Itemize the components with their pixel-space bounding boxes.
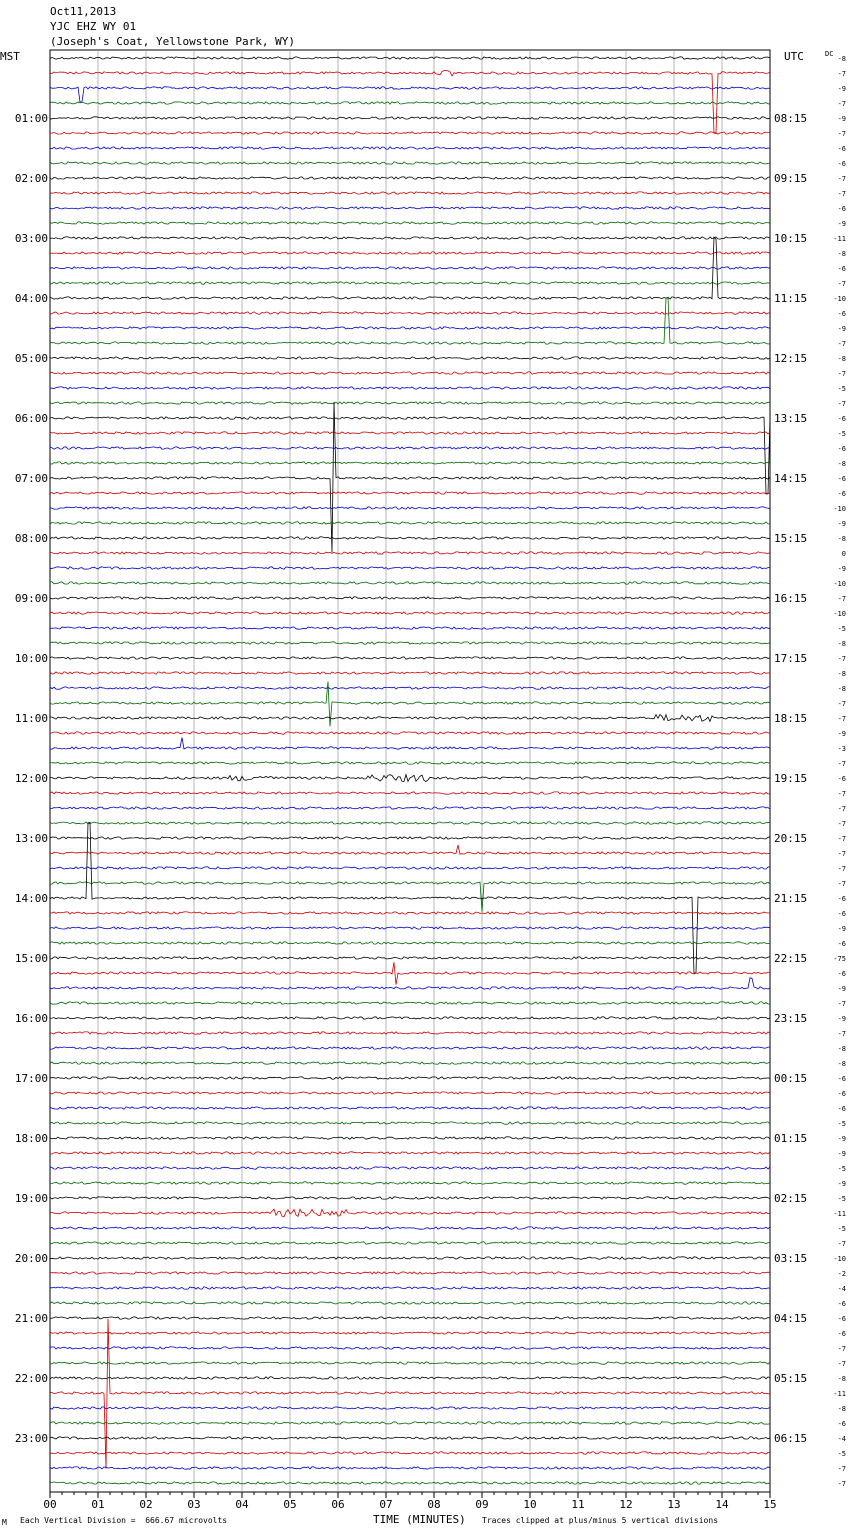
hour-label-right: 11:15 — [774, 292, 808, 305]
trace-line — [50, 1467, 770, 1469]
x-tick-label: 10 — [523, 1498, 537, 1511]
trace-line — [50, 372, 770, 374]
hour-label-right: 21:15 — [774, 892, 808, 905]
dc-offset-label: -7 — [837, 880, 846, 888]
dc-offset-label: -10 — [833, 295, 846, 303]
dc-offset-label: -7 — [837, 130, 846, 138]
right-timezone-label: UTC — [784, 50, 804, 63]
dc-offset-label: -7 — [837, 655, 846, 663]
scale-note: Each Vertical Division = 666.67 microvolts — [20, 1516, 228, 1525]
trace-line — [50, 402, 770, 404]
dc-offset-label: -6 — [837, 415, 846, 423]
dc-offset-label: -9 — [837, 1015, 846, 1023]
dc-offset-label: -8 — [837, 640, 846, 648]
trace-line — [50, 177, 770, 179]
trace-line — [50, 1482, 770, 1484]
hour-label-left: 21:00 — [14, 1312, 48, 1325]
trace-line — [50, 1167, 770, 1169]
dc-offset-label: -7 — [837, 400, 846, 408]
dc-offset-label: -6 — [837, 1090, 846, 1098]
dc-offset-label: -6 — [837, 445, 846, 453]
hour-label-right: 04:15 — [774, 1312, 808, 1325]
dc-offset-label: -8 — [837, 460, 846, 468]
footer-mark: M — [2, 1518, 7, 1527]
trace-line — [50, 207, 770, 209]
trace-line — [50, 1287, 770, 1289]
dc-offset-label: -10 — [833, 580, 846, 588]
trace-line — [50, 537, 770, 539]
trace-line — [50, 912, 770, 914]
trace-line — [50, 132, 770, 134]
dc-offset-label: -2 — [837, 1270, 846, 1278]
trace-line — [50, 237, 770, 299]
trace-line — [50, 1047, 770, 1049]
dc-offset-label: -7 — [837, 790, 846, 798]
hour-label-left: 12:00 — [14, 772, 48, 785]
dc-offset-label: -8 — [837, 250, 846, 258]
x-tick-label: 11 — [571, 1498, 585, 1511]
dc-offset-label: -7 — [837, 850, 846, 858]
x-tick-label: 14 — [715, 1498, 729, 1511]
dc-label: DC — [825, 50, 834, 58]
dc-offset-label: -7 — [837, 1465, 846, 1473]
x-tick-label: 06 — [331, 1498, 345, 1511]
trace-line — [50, 1377, 770, 1379]
dc-offset-label: -6 — [837, 310, 846, 318]
hour-label-right: 05:15 — [774, 1372, 808, 1385]
trace-line — [50, 962, 770, 985]
dc-offset-label: -9 — [837, 115, 846, 123]
trace-line — [50, 252, 770, 254]
trace-line — [50, 1257, 770, 1259]
dc-offset-label: -10 — [833, 505, 846, 513]
hour-label-right: 12:15 — [774, 352, 808, 365]
hour-label-left: 19:00 — [14, 1192, 48, 1205]
hour-label-left: 01:00 — [14, 112, 48, 125]
dc-offset-label: -9 — [837, 925, 846, 933]
dc-offset-label: -9 — [837, 565, 846, 573]
plot-frame — [50, 50, 770, 1492]
dc-offset-label: -7 — [837, 340, 846, 348]
dc-offset-label: -8 — [837, 1375, 846, 1383]
dc-offset-label: -7 — [837, 805, 846, 813]
dc-offset-label: -6 — [837, 775, 846, 783]
x-tick-label: 13 — [667, 1498, 681, 1511]
dc-offset-label: -5 — [837, 385, 846, 393]
trace-line — [50, 1182, 770, 1184]
trace-line — [50, 627, 770, 629]
trace-line — [50, 462, 770, 464]
trace-line — [50, 102, 770, 104]
dc-offset-label: -6 — [837, 910, 846, 918]
plot-date: Oct11,2013 — [50, 5, 117, 18]
hour-label-right: 13:15 — [774, 412, 808, 425]
trace-line — [50, 312, 770, 314]
trace-line — [50, 822, 770, 973]
trace-line — [50, 1422, 770, 1424]
trace-line — [50, 1302, 770, 1304]
trace-line — [50, 222, 770, 224]
dc-offset-label: -9 — [837, 85, 846, 93]
hour-label-right: 00:15 — [774, 1072, 808, 1085]
dc-offset-label: -9 — [837, 985, 846, 993]
dc-offset-label: -6 — [837, 1105, 846, 1113]
trace-line — [50, 738, 770, 750]
dc-offset-label: -7 — [837, 700, 846, 708]
trace-line — [50, 162, 770, 164]
hour-label-right: 19:15 — [774, 772, 808, 785]
trace-line — [50, 1319, 770, 1469]
dc-offset-label: -7 — [837, 715, 846, 723]
hour-label-right: 02:15 — [774, 1192, 808, 1205]
trace-line — [50, 672, 770, 674]
dc-offset-label: -10 — [833, 610, 846, 618]
trace-line — [50, 417, 770, 494]
trace-line — [50, 1017, 770, 1019]
dc-offset-label: -7 — [837, 190, 846, 198]
hour-label-left: 16:00 — [14, 1012, 48, 1025]
trace-line — [50, 957, 770, 959]
dc-offset-label: -8 — [837, 670, 846, 678]
trace-line — [50, 978, 770, 989]
x-tick-label: 03 — [187, 1498, 201, 1511]
trace-line — [50, 1062, 770, 1064]
trace-line — [50, 715, 770, 722]
dc-offset-label: -6 — [837, 895, 846, 903]
x-tick-label: 00 — [43, 1498, 57, 1511]
trace-line — [50, 682, 770, 727]
dc-offset-label: -7 — [837, 595, 846, 603]
hour-label-right: 14:15 — [774, 472, 808, 485]
dc-offset-label: -7 — [837, 835, 846, 843]
dc-offset-label: -8 — [837, 1045, 846, 1053]
dc-offset-label: -8 — [837, 685, 846, 693]
dc-offset-label: -5 — [837, 1120, 846, 1128]
dc-offset-label: -6 — [837, 265, 846, 273]
trace-line — [50, 357, 770, 359]
hour-label-right: 17:15 — [774, 652, 808, 665]
dc-offset-label: -6 — [837, 1315, 846, 1323]
dc-offset-label: -7 — [837, 1000, 846, 1008]
trace-line — [50, 775, 770, 782]
hour-label-left: 22:00 — [14, 1372, 48, 1385]
location-label: (Joseph's Coat, Yellowstone Park, WY) — [50, 35, 296, 48]
dc-offset-label: -6 — [837, 475, 846, 483]
dc-offset-label: -7 — [837, 1360, 846, 1368]
trace-line — [50, 522, 770, 524]
hour-label-right: 08:15 — [774, 112, 808, 125]
trace-line — [50, 1332, 770, 1334]
x-tick-label: 02 — [139, 1498, 153, 1511]
x-tick-label: 01 — [91, 1498, 105, 1511]
trace-line — [50, 71, 770, 134]
dc-offset-label: -4 — [837, 1435, 846, 1443]
trace-line — [50, 687, 770, 689]
dc-offset-label: -8 — [837, 535, 846, 543]
dc-offset-label: 0 — [841, 550, 846, 558]
x-tick-label: 05 — [283, 1498, 297, 1511]
hour-label-left: 02:00 — [14, 172, 48, 185]
trace-line — [50, 807, 770, 809]
trace-line — [50, 147, 770, 149]
trace-line — [50, 192, 770, 194]
dc-offset-label: -5 — [837, 625, 846, 633]
trace-line — [50, 298, 770, 345]
hour-label-right: 10:15 — [774, 232, 808, 245]
dc-offset-label: -7 — [837, 370, 846, 378]
dc-offset-label: -9 — [837, 1150, 846, 1158]
trace-line — [50, 447, 770, 449]
hour-label-left: 14:00 — [14, 892, 48, 905]
x-axis-title: TIME (MINUTES) — [373, 1513, 466, 1526]
dc-offset-label: -7 — [837, 100, 846, 108]
dc-offset-label: -8 — [837, 1060, 846, 1068]
x-tick-label: 12 — [619, 1498, 633, 1511]
trace-line — [50, 1272, 770, 1274]
hour-label-left: 04:00 — [14, 292, 48, 305]
hour-label-left: 03:00 — [14, 232, 48, 245]
dc-offset-label: -4 — [837, 1285, 846, 1293]
hour-label-left: 18:00 — [14, 1132, 48, 1145]
dc-offset-label: -3 — [837, 745, 846, 753]
trace-line — [50, 1452, 770, 1454]
dc-offset-label: -7 — [837, 1480, 846, 1488]
clip-note: Traces clipped at plus/minus 5 vertical divisions — [482, 1516, 719, 1525]
station-label: YJC EHZ WY 01 — [50, 20, 137, 33]
dc-offset-label: -5 — [837, 430, 846, 438]
dc-offset-label: -8 — [837, 55, 846, 63]
trace-line — [50, 432, 770, 434]
hour-label-left: 08:00 — [14, 532, 48, 545]
trace-line — [50, 1122, 770, 1124]
trace-line — [50, 597, 770, 599]
trace-line — [50, 507, 770, 509]
dc-offset-label: -6 — [837, 205, 846, 213]
dc-offset-label: -9 — [837, 520, 846, 528]
x-tick-label: 07 — [379, 1498, 393, 1511]
trace-line — [50, 87, 770, 102]
trace-line — [50, 1347, 770, 1349]
dc-offset-label: -11 — [833, 1390, 846, 1398]
trace-line — [50, 1437, 770, 1439]
trace-line — [50, 387, 770, 389]
hour-label-right: 09:15 — [774, 172, 808, 185]
trace-line — [50, 1317, 770, 1319]
dc-offset-label: -6 — [837, 1075, 846, 1083]
dc-offset-label: -5 — [837, 1450, 846, 1458]
trace-line — [50, 1107, 770, 1109]
hour-label-left: 15:00 — [14, 952, 48, 965]
dc-offset-label: -9 — [837, 1135, 846, 1143]
dc-offset-label: -7 — [837, 1030, 846, 1038]
trace-line — [50, 327, 770, 329]
hour-label-right: 23:15 — [774, 1012, 808, 1025]
dc-offset-label: -9 — [837, 220, 846, 228]
trace-line — [50, 762, 770, 764]
trace-line — [50, 845, 770, 854]
hour-label-left: 11:00 — [14, 712, 48, 725]
hour-label-left: 13:00 — [14, 832, 48, 845]
trace-line — [50, 1137, 770, 1139]
trace-line — [50, 1242, 770, 1244]
hour-label-right: 01:15 — [774, 1132, 808, 1145]
trace-line — [50, 792, 770, 794]
trace-line — [50, 657, 770, 659]
trace-line — [50, 492, 770, 494]
dc-offset-label: -7 — [837, 175, 846, 183]
dc-offset-label: -5 — [837, 1225, 846, 1233]
dc-offset-label: -8 — [837, 355, 846, 363]
dc-offset-label: -6 — [837, 145, 846, 153]
trace-line — [50, 117, 770, 119]
hour-label-left: 10:00 — [14, 652, 48, 665]
dc-offset-label: -9 — [837, 730, 846, 738]
hour-label-right: 16:15 — [774, 592, 808, 605]
hour-label-right: 22:15 — [774, 952, 808, 965]
trace-line — [50, 1227, 770, 1229]
hour-label-right: 06:15 — [774, 1432, 808, 1445]
trace-line — [50, 867, 770, 869]
trace-line — [50, 822, 770, 824]
dc-offset-label: -7 — [837, 820, 846, 828]
trace-line — [50, 237, 770, 239]
hour-label-right: 03:15 — [774, 1252, 808, 1265]
trace-line — [50, 1032, 770, 1034]
trace-line — [50, 1209, 770, 1217]
trace-line — [50, 582, 770, 584]
trace-line — [50, 1092, 770, 1094]
dc-offset-label: -7 — [837, 70, 846, 78]
dc-offset-label: -5 — [837, 1195, 846, 1203]
dc-offset-label: -7 — [837, 280, 846, 288]
trace-line — [50, 642, 770, 644]
dc-offset-label: -75 — [833, 955, 846, 963]
hour-label-left: 07:00 — [14, 472, 48, 485]
hour-label-left: 05:00 — [14, 352, 48, 365]
hour-label-right: 20:15 — [774, 832, 808, 845]
dc-offset-label: -6 — [837, 970, 846, 978]
dc-offset-label: -5 — [837, 1165, 846, 1173]
hour-label-left: 17:00 — [14, 1072, 48, 1085]
dc-offset-label: -10 — [833, 1255, 846, 1263]
dc-offset-label: -6 — [837, 490, 846, 498]
dc-offset-label: -7 — [837, 760, 846, 768]
trace-line — [50, 1407, 770, 1409]
dc-offset-label: -6 — [837, 1330, 846, 1338]
left-timezone-label: MST — [0, 50, 20, 63]
dc-offset-label: -6 — [837, 160, 846, 168]
x-tick-label: 04 — [235, 1498, 249, 1511]
hour-label-right: 15:15 — [774, 532, 808, 545]
trace-line — [50, 552, 770, 554]
x-tick-label: 15 — [763, 1498, 777, 1511]
trace-line — [50, 282, 770, 284]
dc-offset-label: -9 — [837, 1180, 846, 1188]
dc-offset-label: -6 — [837, 1420, 846, 1428]
trace-line — [50, 1362, 770, 1364]
dc-offset-label: -8 — [837, 1405, 846, 1413]
dc-offset-label: -7 — [837, 1240, 846, 1248]
dc-offset-label: -9 — [837, 325, 846, 333]
dc-offset-label: -6 — [837, 940, 846, 948]
x-tick-label: 08 — [427, 1498, 441, 1511]
dc-offset-label: -11 — [833, 1210, 846, 1218]
trace-line — [50, 1152, 770, 1154]
trace-line — [50, 57, 770, 59]
hour-label-left: 20:00 — [14, 1252, 48, 1265]
trace-line — [50, 942, 770, 944]
trace-line — [50, 402, 770, 553]
trace-line — [50, 1197, 770, 1199]
trace-line — [50, 1002, 770, 1004]
trace-line — [50, 612, 770, 614]
dc-offset-label: -6 — [837, 1300, 846, 1308]
hour-label-left: 06:00 — [14, 412, 48, 425]
trace-line — [50, 1077, 770, 1079]
trace-line — [50, 732, 770, 734]
dc-offset-label: -11 — [833, 235, 846, 243]
hour-label-left: 09:00 — [14, 592, 48, 605]
x-tick-label: 09 — [475, 1498, 489, 1511]
trace-line — [50, 567, 770, 569]
dc-offset-label: -7 — [837, 865, 846, 873]
trace-line — [50, 267, 770, 269]
trace-line — [50, 927, 770, 929]
trace-line — [50, 837, 770, 839]
dc-offset-label: -7 — [837, 1345, 846, 1353]
hour-label-right: 18:15 — [774, 712, 808, 725]
hour-label-left: 23:00 — [14, 1432, 48, 1445]
